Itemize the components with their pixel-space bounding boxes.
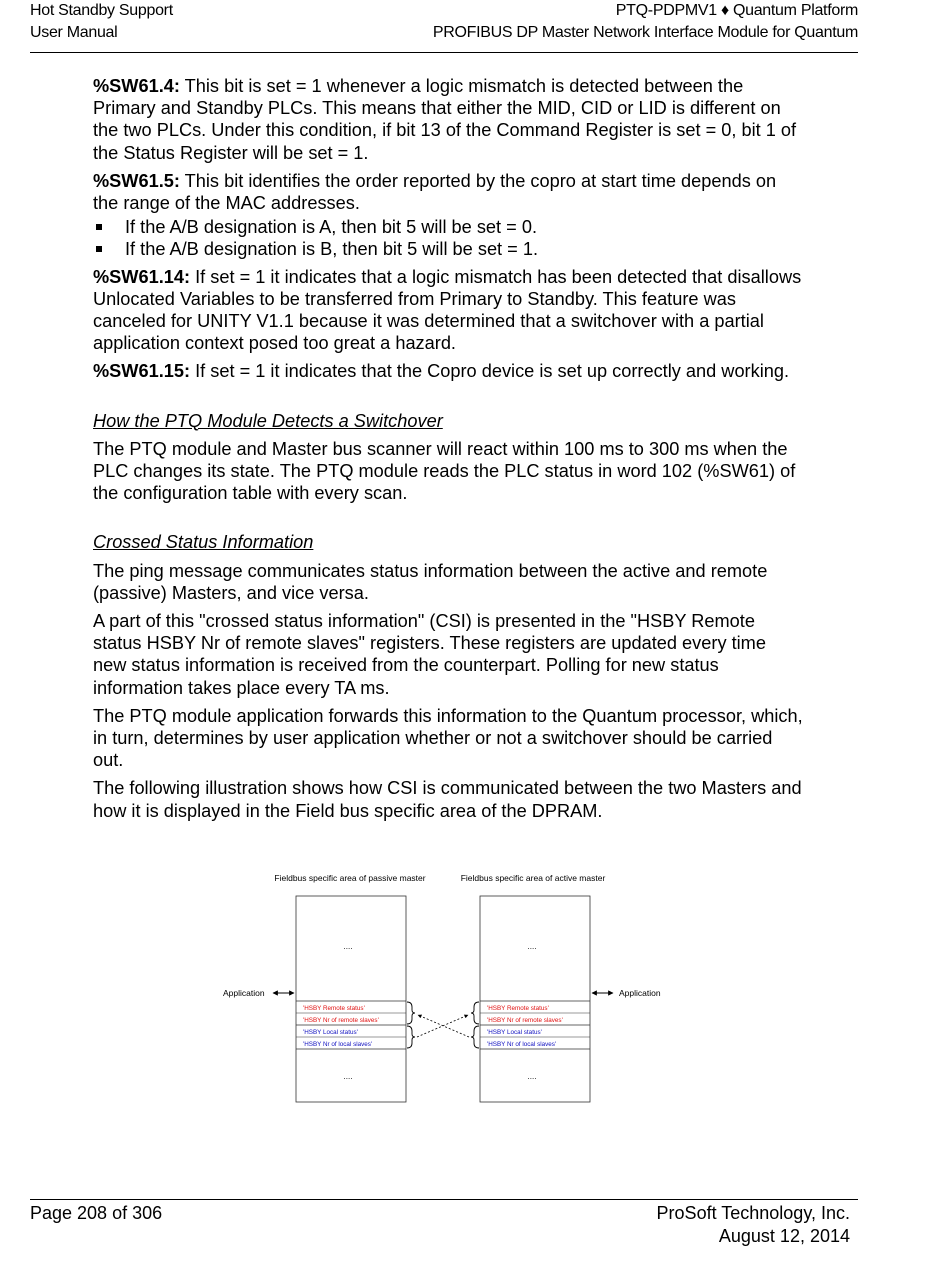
application-label-left: Application — [223, 988, 265, 998]
text-sw61-5: This bit identifies the order reported by the copro at start time depends on the range of the MAC addresses. — [93, 170, 777, 214]
term-sw61-14: %SW61.14: — [93, 266, 191, 287]
ellipsis-top-right: .... — [527, 942, 537, 951]
page-footer — [30, 1199, 858, 1246]
header-right — [433, 0, 858, 44]
paragraph-csi: A part of this "crossed status information" (CSI) is presented in the "HSBY Remote status HSBY Nr of remote slaves" registers. These registers are updated every time new status information is received from the counterpart. Polling for new status information takes place every TA ms. — [93, 611, 766, 698]
list-item: If the A/B designation is B, then bit 5 will be set = 1. — [93, 238, 803, 260]
paragraph-forwarding: The PTQ module application forwards this information to the Quantum processor, which, in turn, determines by user application whether or not a switchover should be carried out. — [93, 705, 803, 771]
paragraph-sw61-5 — [93, 170, 803, 214]
term-sw61-4: %SW61.4: — [93, 76, 180, 96]
document-body — [93, 75, 803, 828]
reg-nr-local-slaves-left: 'HSBY Nr of local slaves' — [303, 1041, 373, 1048]
passive-master-area — [296, 896, 406, 1102]
page-header — [30, 0, 858, 53]
header-product: PTQ-PDPMV1 ♦ Quantum Platform — [615, 2, 858, 19]
paragraph-switchover: The PTQ module and Master bus scanner will react within 100 ms to 300 ms when the PLC changes its state. The PTQ module reads the PLC status in word 102 (%SW61) of the configuration table with every scan. — [93, 438, 796, 504]
term-sw61-5: %SW61.5: — [93, 170, 180, 191]
reg-nr-remote-slaves-left: 'HSBY Nr of remote slaves' — [303, 1017, 379, 1024]
reg-local-status-right: 'HSBY Local status' — [487, 1029, 542, 1036]
paragraph-sw61-15 — [93, 360, 803, 382]
paragraph-sw61-4 — [93, 75, 803, 164]
figure-title-active: Fieldbus specific area of active master — [460, 873, 606, 883]
active-master-area — [480, 896, 590, 1102]
term-sw61-15: %SW61.15: — [93, 361, 191, 382]
footer-date: August 12, 2014 — [718, 1226, 850, 1246]
application-arrow-left — [223, 988, 294, 998]
csi-diagram — [215, 866, 675, 1111]
reg-nr-remote-slaves-right: 'HSBY Nr of remote slaves' — [487, 1017, 563, 1024]
list-item: If the A/B designation is A, then bit 5 will be set = 0. — [93, 216, 803, 238]
reg-local-status-left: 'HSBY Local status' — [303, 1029, 358, 1036]
reg-remote-status-left: 'HSBY Remote status' — [303, 1005, 365, 1012]
ellipsis-bottom-right: .... — [527, 1072, 537, 1081]
paragraph-sw61-14 — [93, 266, 803, 355]
header-chapter: Hot Standby Support — [30, 2, 173, 19]
page-number: Page 208 of 306 — [30, 1203, 163, 1223]
ellipsis-top-left: .... — [343, 942, 353, 951]
application-label-right: Application — [619, 988, 661, 998]
text-sw61-15: If set = 1 it indicates that the Copro device is set up correctly and working. — [195, 361, 790, 382]
footer-company: ProSoft Technology, Inc. — [656, 1203, 850, 1223]
header-left — [30, 0, 173, 44]
bullet-list-ab — [93, 216, 803, 260]
paragraph-illustration-intro: The following illustration shows how CSI is communicated between the two Masters and how it is displayed in the Field bus specific area of the DPRAM. — [93, 778, 802, 821]
header-manual: User Manual — [30, 24, 118, 41]
section-title-switchover: How the PTQ Module Detects a Switchover — [93, 410, 443, 431]
footer-right — [657, 1202, 850, 1248]
brace-left-group — [407, 1002, 415, 1048]
crossed-status-arrows — [417, 1015, 469, 1037]
reg-remote-status-right: 'HSBY Remote status' — [487, 1005, 549, 1012]
brace-right-group — [471, 1002, 479, 1048]
header-product-desc: PROFIBUS DP Master Network Interface Module for Quantum — [432, 24, 858, 41]
text-sw61-4: This bit is set = 1 whenever a logic mismatch is detected between the Primary and Standby PLCs. This means that either the MID, CID or LID is different on the two PLCs. Under this condition, if bit 13 of the Command Register is set = 0, bit 1 of the Status Register will be set = 1. — [93, 76, 797, 163]
figure-title-passive: Fieldbus specific area of passive master — [274, 873, 426, 883]
ellipsis-bottom-left: .... — [343, 1072, 353, 1081]
section-title-crossed-status: Crossed Status Information — [93, 532, 314, 553]
application-arrow-right — [592, 988, 661, 998]
paragraph-ping: The ping message communicates status information between the active and remote (passive) Masters, and vice versa. — [93, 560, 768, 603]
text-sw61-14: If set = 1 it indicates that a logic mismatch has been detected that disallows Unlocated Variables to be transferred from Primary to Standby. This feature was canceled for UNITY V1.1 because it was determined that a switchover with a partial application context posed too great a hazard. — [93, 266, 802, 354]
reg-nr-local-slaves-right: 'HSBY Nr of local slaves' — [487, 1041, 557, 1048]
